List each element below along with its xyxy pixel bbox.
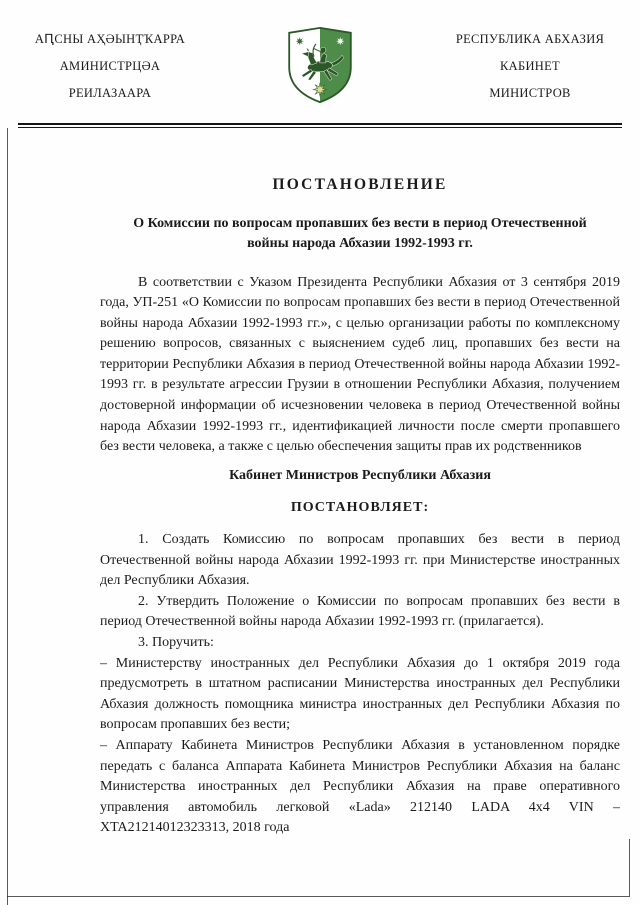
abkhazia-coat-of-arms-icon <box>285 26 355 104</box>
scan-edge-left <box>7 128 8 905</box>
decree-type-heading: ПОСТАНОВЛЕНИЕ <box>272 175 448 193</box>
letterhead-russian <box>438 26 622 107</box>
decree-preamble: В соответствии с Указом Президента Республики Абхазия от 3 сентября 2019 года, УП-251 «О Комиссии по вопросам пропавших без вести в период Отечественной войны народа Абхазии 1992-1993 гг.», с целью организации работы по комплексному решению вопросов, связанных с выяснением судеб лиц, пропавших без вести на территории Республики Абхазия в период Отечественной войны народа Абхазии 1992-1993 гг. в результате агрессии Грузии в отношении Республики Абхазия, получением достоверной информации об исчезновении человека в период Отечественной войны народа Абхазии 1992-1993 гг., идентификацией личности после смерти пропавшего без вести человека, а также с целью обеспечения защиты прав их родственников <box>100 274 620 455</box>
decree-item-2: 2. Утвердить Положение о Комиссии по вопросам пропавших без вести в период Отечественной войны народа Абхазии 1992-1993 гг. (прилагается). <box>100 593 620 630</box>
letterhead <box>0 0 640 107</box>
letterhead-abkhaz-line: РЕИЛАЗААРА <box>68 86 152 100</box>
decree-title: О Комиссии по вопросам пропавших без вести в период Отечественной войны народа Абхазии 1992-1993 гг. <box>133 215 587 251</box>
scan-edge-right <box>629 839 630 897</box>
decree-authority: Кабинет Министров Республики Абхазия <box>229 467 491 483</box>
decree-directive-1: – Министерству иностранных дел Республики Абхазия до 1 октября 2019 года предусмотреть в штатном расписании Министерства иностранных дел Республики Абхазия должность помощника министра иностранных дел Республики Абхазия по вопросам пропавших без вести; <box>100 655 620 733</box>
letterhead-divider <box>18 123 622 128</box>
letterhead-abkhaz <box>18 26 202 107</box>
decree-resolves-heading: ПОСТАНОВЛЯЕТ: <box>290 500 430 516</box>
decree-item-1: 1. Создать Комиссию по вопросам пропавших без вести в период Отечественной войны народа Абхазии 1992-1993 гг. при Министерстве иностранных дел Республики Абхазия. <box>100 532 620 589</box>
letterhead-abkhaz-line: АМИНИСТРЦӘА <box>59 59 161 73</box>
scan-edge-bottom <box>7 896 629 897</box>
letterhead-russian-line: КАБИНЕТ <box>500 59 560 73</box>
letterhead-abkhaz-line: АԤСНЫ АҲӘЫНҬҠАРРА <box>34 32 186 46</box>
decree-item-3: 3. Поручить: <box>138 635 214 650</box>
decree-body <box>0 176 640 839</box>
letterhead-russian-line: МИНИСТРОВ <box>489 86 571 100</box>
letterhead-russian-line: РЕСПУБЛИКА АБХАЗИЯ <box>455 32 605 46</box>
decree-directive-2: – Аппарату Кабинета Министров Республики Абхазия в установленном порядке передать с баланса Аппарата Кабинета Министров Республики Абхазия на баланс Министерства иностранных дел Республики Абхазия на праве оперативного управления автомобиль легковой «Lada» 212140 LADA 4x4 VIN – XTA21214012323313, 2018 года <box>100 737 620 836</box>
